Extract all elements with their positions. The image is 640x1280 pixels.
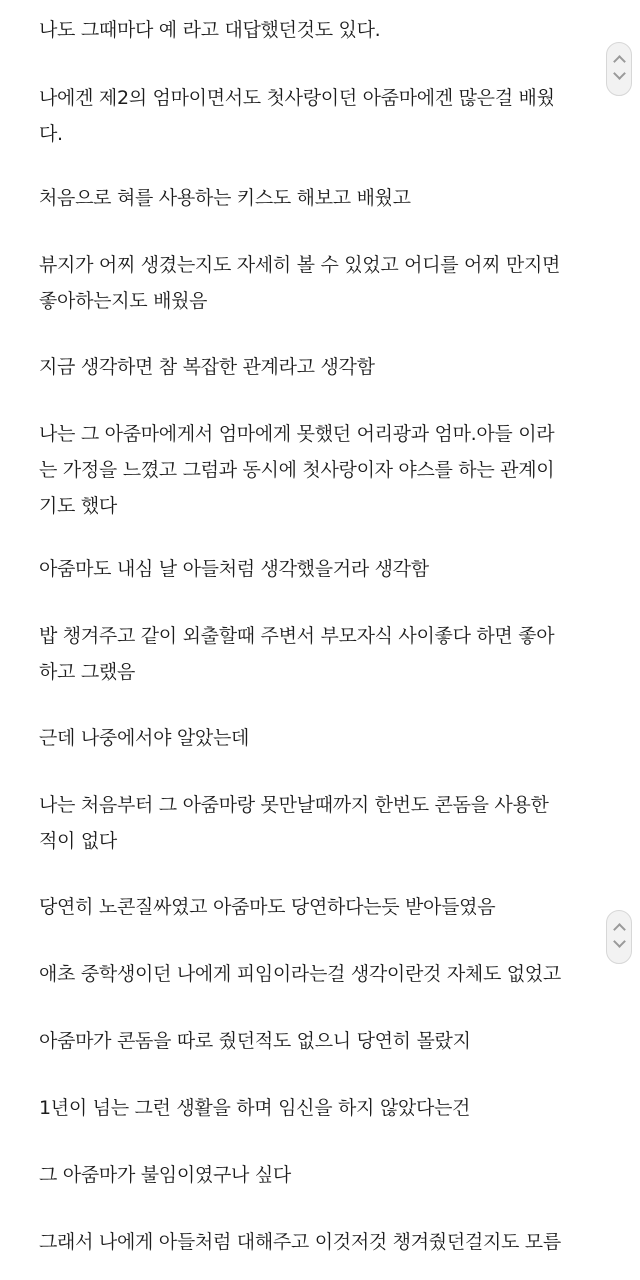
- paragraph-4: [39, 247, 599, 319]
- paragraph-14: [39, 1090, 599, 1126]
- paragraph-line: 그래서 나에게 아들처럼 대해주고 이것저것 챙겨줬던걸지도 모름: [39, 1231, 561, 1253]
- paragraph-line: 아줌마가 콘돔을 따로 줬던적도 없으니 당연히 몰랐지: [39, 1030, 471, 1052]
- chevron-down-icon: [613, 935, 626, 948]
- paragraph-line: 적이 없다: [39, 830, 117, 852]
- paragraph-line: 당연히 노콘질싸였고 아줌마도 당연하다는듯 받아들였음: [39, 896, 496, 918]
- paragraph-10: [39, 787, 599, 859]
- chevron-up-icon: [613, 55, 626, 68]
- paragraph-13: [39, 1023, 599, 1059]
- paragraph-6: [39, 416, 599, 524]
- paragraph-line: 좋아하는지도 배웠음: [39, 290, 208, 312]
- paragraph-line: 나는 처음부터 그 아줌마랑 못만날때까지 한번도 콘돔을 사용한: [39, 794, 549, 816]
- paragraph-line: 처음으로 혀를 사용하는 키스도 해보고 배웠고: [39, 187, 411, 209]
- paragraph-9: [39, 720, 599, 756]
- paragraph-1: [39, 12, 599, 48]
- paragraph-line: 기도 했다: [39, 495, 117, 517]
- chevron-down-icon: [613, 67, 626, 80]
- paragraph-line: 근데 나중에서야 알았는데: [39, 727, 250, 749]
- paragraph-3: [39, 180, 599, 216]
- paragraph-line: 뷰지가 어찌 생겼는지도 자세히 볼 수 있었고 어디를 어찌 만지면: [39, 254, 561, 276]
- paragraph-5: [39, 349, 599, 385]
- paragraph-15: [39, 1157, 599, 1193]
- paragraph-line: 애초 중학생이던 나에게 피임이라는걸 생각이란것 자체도 없었고: [39, 963, 561, 985]
- paragraph-8: [39, 618, 599, 690]
- paragraph-7: [39, 551, 599, 587]
- scroll-handle-bottom[interactable]: [606, 910, 632, 964]
- paragraph-line: 밥 챙겨주고 같이 외출할때 주변서 부모자식 사이좋다 하면 좋아: [39, 625, 555, 647]
- paragraph-12: [39, 956, 599, 992]
- paragraph-2: [39, 80, 599, 152]
- paragraph-line: 는 가정을 느꼈고 그럼과 동시에 첫사랑이자 야스를 하는 관계이: [39, 459, 555, 481]
- paragraph-line: 나는 그 아줌마에게서 엄마에게 못했던 어리광과 엄마.아들 이라: [39, 423, 555, 445]
- paragraph-line: 나에겐 제2의 엄마이면서도 첫사랑이던 아줌마에겐 많은걸 배웠: [39, 87, 555, 109]
- paragraph-line: 지금 생각하면 참 복잡한 관계라고 생각함: [39, 356, 375, 378]
- paragraph-11: [39, 889, 599, 925]
- chevron-up-icon: [613, 923, 626, 936]
- scroll-handle-top[interactable]: [606, 42, 632, 96]
- paragraph-line: 다.: [39, 123, 63, 145]
- paragraph-line: 하고 그랬음: [39, 661, 136, 683]
- paragraph-line: 아줌마도 내심 날 아들처럼 생각했을거라 생각함: [39, 558, 429, 580]
- paragraph-line: 그 아줌마가 불임이였구나 싶다: [39, 1164, 291, 1186]
- paragraph-16: [39, 1224, 599, 1260]
- paragraph-line: 나도 그때마다 예 라고 대답했던것도 있다.: [39, 19, 381, 41]
- paragraph-line: 1년이 넘는 그런 생활을 하며 임신을 하지 않았다는건: [39, 1097, 471, 1119]
